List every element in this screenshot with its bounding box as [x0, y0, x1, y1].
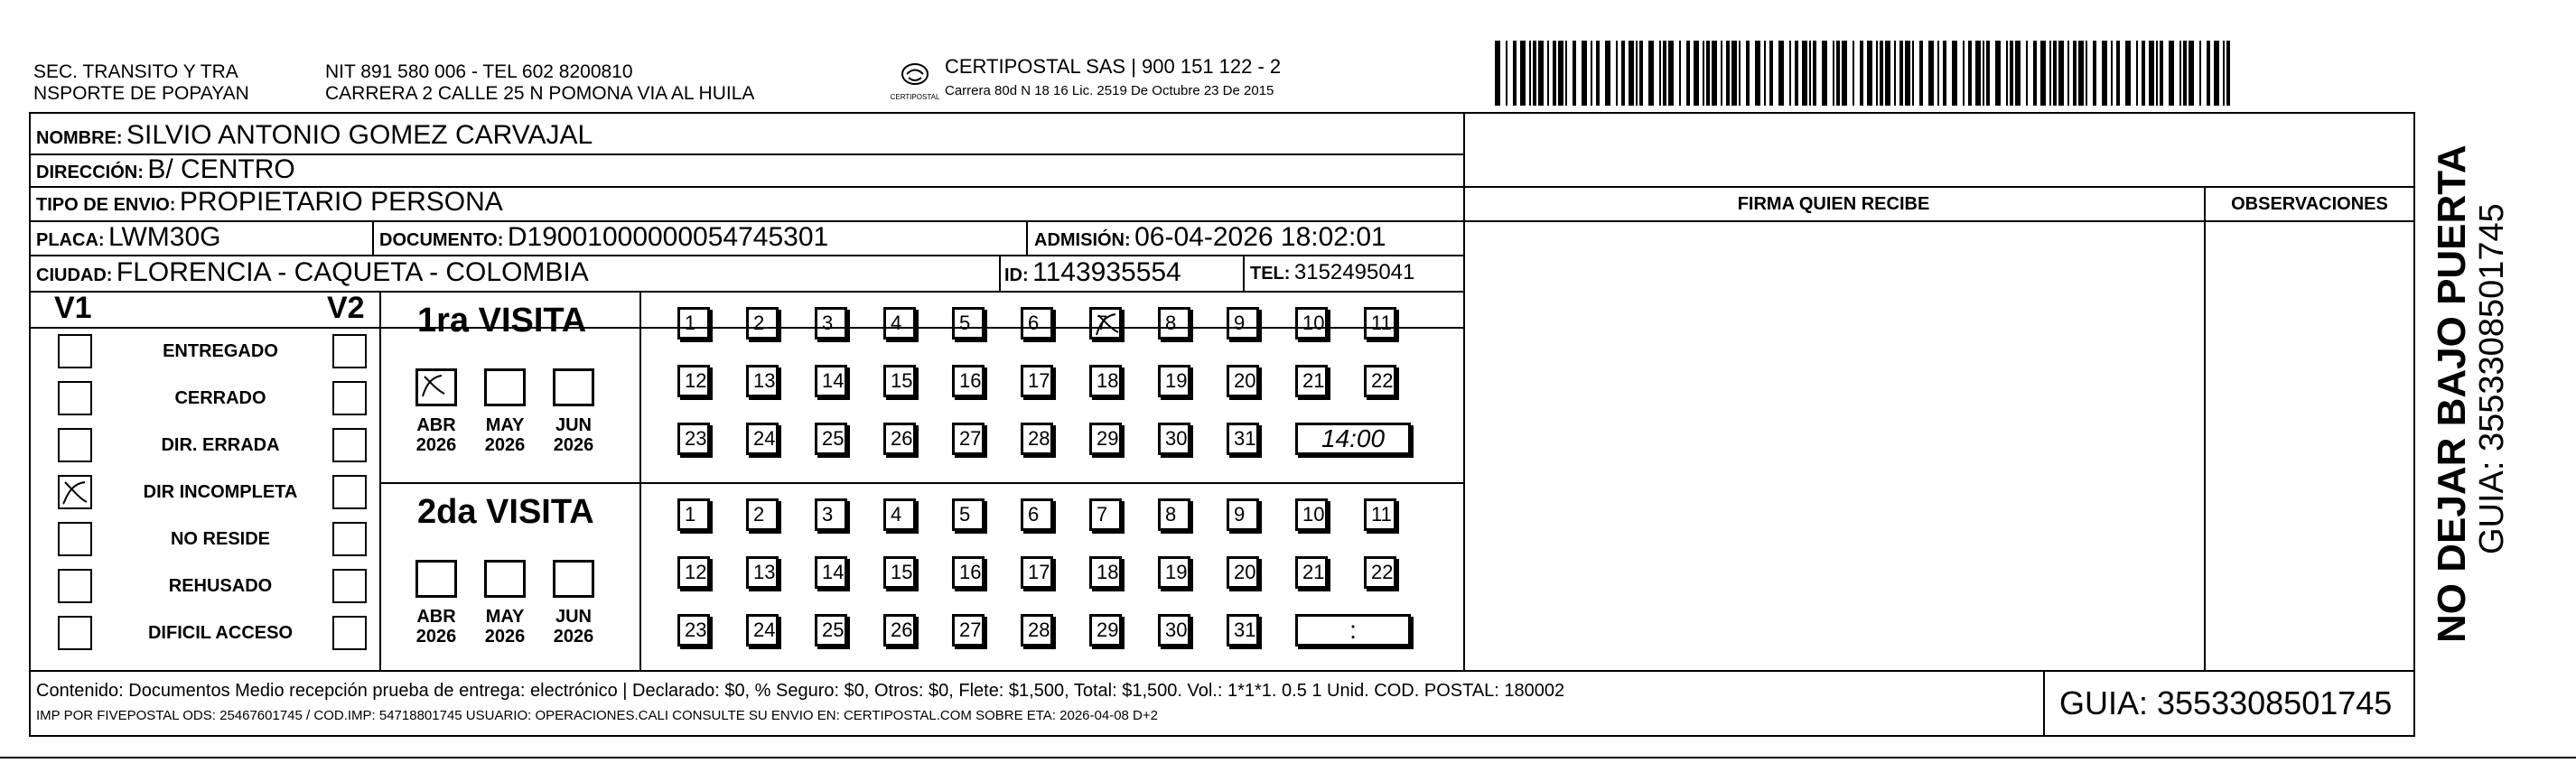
firma-header: FIRMA QUIEN RECIBE [1737, 194, 1930, 214]
first-visit-day-box[interactable]: 31 [1227, 423, 1259, 455]
second-visit-day-box[interactable]: 9 [1227, 498, 1259, 531]
second-visit-day-box[interactable]: 13 [746, 556, 779, 589]
v1-checkbox[interactable] [58, 475, 92, 509]
second-visit-day-box[interactable]: 18 [1089, 556, 1122, 589]
placa-value: LWM30G [108, 222, 221, 252]
first-visit-day-box[interactable]: 19 [1158, 365, 1190, 397]
first-visit-month-checkbox[interactable] [553, 368, 594, 406]
v1-checkbox[interactable] [58, 428, 92, 462]
observaciones-header: OBSERVACIONES [2231, 194, 2388, 214]
second-visit-day-box[interactable]: 28 [1021, 614, 1053, 647]
first-visit-day-box[interactable]: 27 [952, 423, 985, 455]
v2-label: V2 [327, 291, 365, 325]
v1-checkbox[interactable] [58, 334, 92, 368]
first-visit-day-box[interactable]: 29 [1089, 423, 1122, 455]
v2-checkbox[interactable] [332, 616, 367, 650]
tel-value: 3152495041 [1293, 260, 1415, 284]
first-visit-day-box[interactable]: 11 [1364, 307, 1396, 340]
first-visit-day-box[interactable]: 21 [1295, 365, 1328, 397]
second-visit-day-box[interactable]: 16 [952, 556, 985, 589]
carrier-line2: Carrera 80d N 18 16 Lic. 2519 De Octubre 23 De 2015 [945, 83, 1274, 98]
month-label: ABR 2026 [415, 607, 457, 647]
barcode [1495, 41, 2235, 106]
tipo-envio-row: TIPO DE ENVIO: PROPIETARIO PERSONA [36, 187, 503, 217]
signature-area[interactable] [1465, 222, 2202, 670]
first-visit-day-box[interactable]: 8 [1158, 307, 1190, 340]
first-visit-day-box[interactable]: 25 [815, 423, 847, 455]
v1-checkbox[interactable] [58, 569, 92, 603]
status-label: REHUSADO [168, 576, 273, 596]
month-label: JUN 2026 [553, 415, 594, 455]
placa-field: PLACA: LWM30G [36, 222, 221, 252]
first-visit-label: 1ra VISITA [417, 302, 587, 340]
side-guia: GUIA: 3553308501745 [2473, 203, 2511, 554]
first-visit-day-box[interactable]: 15 [883, 365, 916, 397]
first-visit-day-box[interactable]: 1 [677, 307, 710, 340]
first-visit-day-box[interactable]: 30 [1158, 423, 1190, 455]
second-visit-day-box[interactable]: 3 [815, 498, 847, 531]
footer-guia: GUIA: 3553308501745 [2059, 684, 2393, 721]
second-visit-day-box[interactable]: 19 [1158, 556, 1190, 589]
v1-label: V1 [54, 291, 92, 325]
ciudad-value: FLORENCIA - CAQUETA - COLOMBIA [116, 257, 589, 287]
first-visit-day-box[interactable]: 13 [746, 365, 779, 397]
id-value: 1143935554 [1032, 257, 1181, 287]
first-visit-day-box[interactable]: 7 [1089, 307, 1122, 340]
documento-field: DOCUMENTO: D19001000000054745301 [379, 222, 829, 252]
first-visit-day-box[interactable]: 24 [746, 423, 779, 455]
first-visit-day-box[interactable]: 6 [1021, 307, 1053, 340]
second-visit-label: 2da VISITA [417, 493, 594, 531]
tel-field: TEL: 3152495041 [1250, 260, 1415, 284]
v1-checkbox[interactable] [58, 381, 92, 415]
second-visit-day-box[interactable]: 29 [1089, 614, 1122, 647]
v1-checkbox[interactable] [58, 616, 92, 650]
sender-nit: NIT 891 580 006 - TEL 602 8200810 [325, 61, 633, 82]
direccion-value: B/ CENTRO [147, 154, 295, 184]
v1-checkbox[interactable] [58, 522, 92, 556]
second-visit-day-box[interactable]: 8 [1158, 498, 1190, 531]
nombre-row: NOMBRE: SILVIO ANTONIO GOMEZ CARVAJAL [36, 120, 593, 150]
second-visit-day-box[interactable]: 7 [1089, 498, 1122, 531]
first-visit-day-box[interactable]: 2 [746, 307, 779, 340]
second-visit-day-box[interactable]: 12 [677, 556, 710, 589]
carrier-line1: CERTIPOSTAL SAS | 900 151 122 - 2 [945, 55, 1282, 78]
first-visit-day-box[interactable]: 16 [952, 365, 985, 397]
second-visit-day-box[interactable]: 11 [1364, 498, 1396, 531]
second-visit-day-box[interactable]: 26 [883, 614, 916, 647]
month-label: ABR 2026 [415, 415, 457, 455]
first-visit-day-box[interactable]: 10 [1295, 307, 1328, 340]
footer-content-line: Contenido: Documentos Medio recepción prueba de entrega: electrónico | Declarado: $0, % Seguro: $0, Otros: $0, Flete: $1,500, Total: $1,500. Vol.: 1*1*1. 0.5 1 Unid. COD. POSTAL: 180002 [36, 681, 1565, 701]
svg-text:CERTIPOSTAL: CERTIPOSTAL [890, 93, 940, 101]
first-visit-month-checkbox[interactable] [484, 368, 526, 406]
second-visit-month-checkbox[interactable] [484, 560, 526, 598]
month-label: MAY 2026 [484, 415, 526, 455]
nombre-value: SILVIO ANTONIO GOMEZ CARVAJAL [126, 120, 593, 150]
status-label: DIR. ERRADA [161, 435, 280, 455]
second-visit-day-box[interactable]: 31 [1227, 614, 1259, 647]
first-visit-day-box[interactable]: 18 [1089, 365, 1122, 397]
first-visit-day-box[interactable]: 26 [883, 423, 916, 455]
ciudad-field: CIUDAD: FLORENCIA - CAQUETA - COLOMBIA [36, 257, 589, 287]
first-visit-day-box[interactable]: 12 [677, 365, 710, 397]
first-visit-day-box[interactable]: 9 [1227, 307, 1259, 340]
first-visit-day-box[interactable]: 3 [815, 307, 847, 340]
sender-address: CARRERA 2 CALLE 25 N POMONA VIA AL HUILA [325, 83, 755, 104]
status-label: ENTREGADO [163, 341, 278, 361]
second-visit-day-box[interactable]: 4 [883, 498, 916, 531]
second-visit-day-box[interactable]: 10 [1295, 498, 1328, 531]
second-visit-day-box[interactable]: 25 [815, 614, 847, 647]
month-label: MAY 2026 [484, 607, 526, 647]
footer-print-line: IMP POR FIVEPOSTAL ODS: 25467601745 / COD.IMP: 54718801745 USUARIO: OPERACIONES.CALI CONSULTE SU ENVIO EN: CERTIPOSTAL.COM SOBRE ETA: 2026-04-08 D+2 [36, 708, 1158, 723]
first-visit-time-field[interactable]: 14:00 [1295, 423, 1411, 455]
direccion-row: DIRECCIÓN: B/ CENTRO [36, 154, 295, 184]
second-visit-time-field[interactable]: : [1295, 614, 1411, 647]
certipostal-logo [883, 54, 947, 105]
second-visit-day-box[interactable]: 22 [1364, 556, 1396, 589]
tipo-envio-value: PROPIETARIO PERSONA [179, 187, 503, 217]
observaciones-area[interactable] [2206, 222, 2412, 670]
sender-line2: NSPORTE DE POPAYAN [33, 83, 249, 104]
second-visit-day-box[interactable]: 1 [677, 498, 710, 531]
first-visit-day-box[interactable]: 22 [1364, 365, 1396, 397]
second-visit-day-box[interactable]: 30 [1158, 614, 1190, 647]
sender-line1: SEC. TRANSITO Y TRA [33, 61, 238, 82]
second-visit-day-box[interactable]: 6 [1021, 498, 1053, 531]
second-visit-day-box[interactable]: 27 [952, 614, 985, 647]
second-visit-day-box[interactable]: 5 [952, 498, 985, 531]
first-visit-day-box[interactable]: 4 [883, 307, 916, 340]
v2-checkbox[interactable] [332, 334, 367, 368]
no-dejar-bajo-puerta: NO DEJAR BAJO PUERTA [2430, 144, 2474, 643]
second-visit-day-box[interactable]: 14 [815, 556, 847, 589]
second-visit-day-box[interactable]: 20 [1227, 556, 1259, 589]
second-visit-day-box[interactable]: 24 [746, 614, 779, 647]
status-label: NO RESIDE [170, 529, 271, 549]
v2-checkbox[interactable] [332, 381, 367, 415]
first-visit-day-box[interactable]: 5 [952, 307, 985, 340]
status-label: CERRADO [174, 388, 266, 408]
admision-field: ADMISIÓN: 06-04-2026 18:02:01 [1034, 222, 1386, 252]
first-visit-day-box[interactable]: 17 [1021, 365, 1053, 397]
first-visit-month-checkbox[interactable] [415, 368, 457, 406]
documento-value: D19001000000054745301 [507, 222, 829, 252]
first-visit-day-box[interactable]: 23 [677, 423, 710, 455]
first-visit-day-box[interactable]: 20 [1227, 365, 1259, 397]
first-visit-day-box[interactable]: 14 [815, 365, 847, 397]
status-label: DIFICIL ACCESO [147, 623, 293, 643]
first-visit-day-box[interactable]: 28 [1021, 423, 1053, 455]
second-visit-day-box[interactable]: 2 [746, 498, 779, 531]
v2-checkbox[interactable] [332, 569, 367, 603]
second-visit-day-box[interactable]: 23 [677, 614, 710, 647]
second-visit-month-checkbox[interactable] [415, 560, 457, 598]
v2-checkbox[interactable] [332, 428, 367, 462]
status-label: DIR INCOMPLETA [143, 482, 298, 502]
admision-value: 06-04-2026 18:02:01 [1134, 222, 1386, 252]
second-visit-day-box[interactable]: 21 [1295, 556, 1328, 589]
second-visit-day-box[interactable]: 15 [883, 556, 916, 589]
v2-checkbox[interactable] [332, 522, 367, 556]
month-label: JUN 2026 [553, 607, 594, 647]
second-visit-month-checkbox[interactable] [553, 560, 594, 598]
v2-checkbox[interactable] [332, 475, 367, 509]
id-field: ID: 1143935554 [1004, 257, 1181, 287]
second-visit-day-box[interactable]: 17 [1021, 556, 1053, 589]
